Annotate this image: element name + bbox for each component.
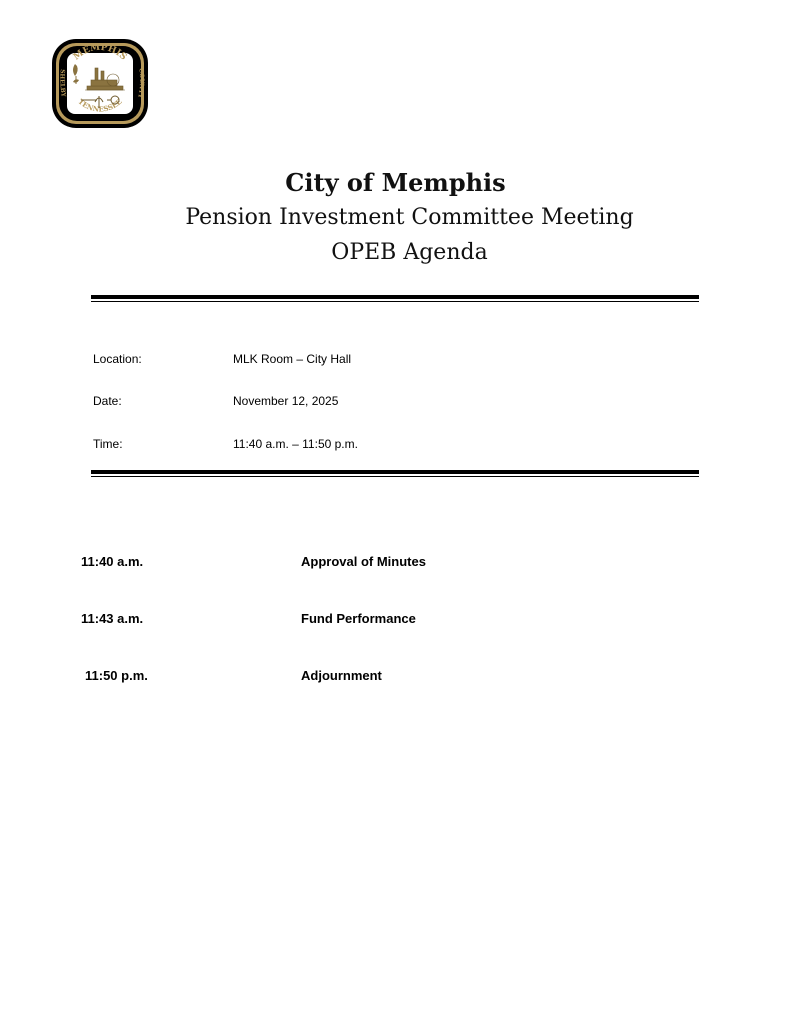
agenda-time-2: 11:43 a.m.: [81, 611, 144, 626]
page-title-text: City of Memphis: [285, 168, 506, 197]
agenda-time-1: 11:40 a.m.: [81, 554, 144, 569]
agenda-item-1: Approval of Minutes: [301, 554, 426, 569]
seal-right-text: COUNTY: [136, 67, 146, 99]
top-divider: [91, 295, 699, 302]
agenda-time-3: 11:50 p.m.: [85, 668, 148, 683]
page-title: [0, 168, 791, 197]
seal-top-text: MEMPHIS: [71, 42, 129, 63]
city-seal-icon: [51, 38, 149, 129]
page-subtitle: Pension Investment Committee Meeting: [185, 205, 634, 230]
agenda-item-2: Fund Performance: [301, 611, 416, 626]
date-label: Date:: [93, 394, 122, 408]
agenda-heading: OPEB Agenda: [331, 240, 488, 265]
time-label: Time:: [93, 437, 123, 451]
agenda-item-3: Adjournment: [301, 668, 382, 683]
bottom-divider: [91, 470, 699, 477]
time-value: 11:40 a.m. – 11:50 p.m.: [233, 437, 358, 451]
seal-left-text: SHELBY: [58, 68, 67, 98]
seal-bottom-text: TENNESSEE: [76, 96, 124, 114]
location-value: MLK Room – City Hall: [233, 352, 352, 366]
location-label: Location:: [93, 352, 142, 366]
date-value: November 12, 2025: [233, 394, 339, 408]
